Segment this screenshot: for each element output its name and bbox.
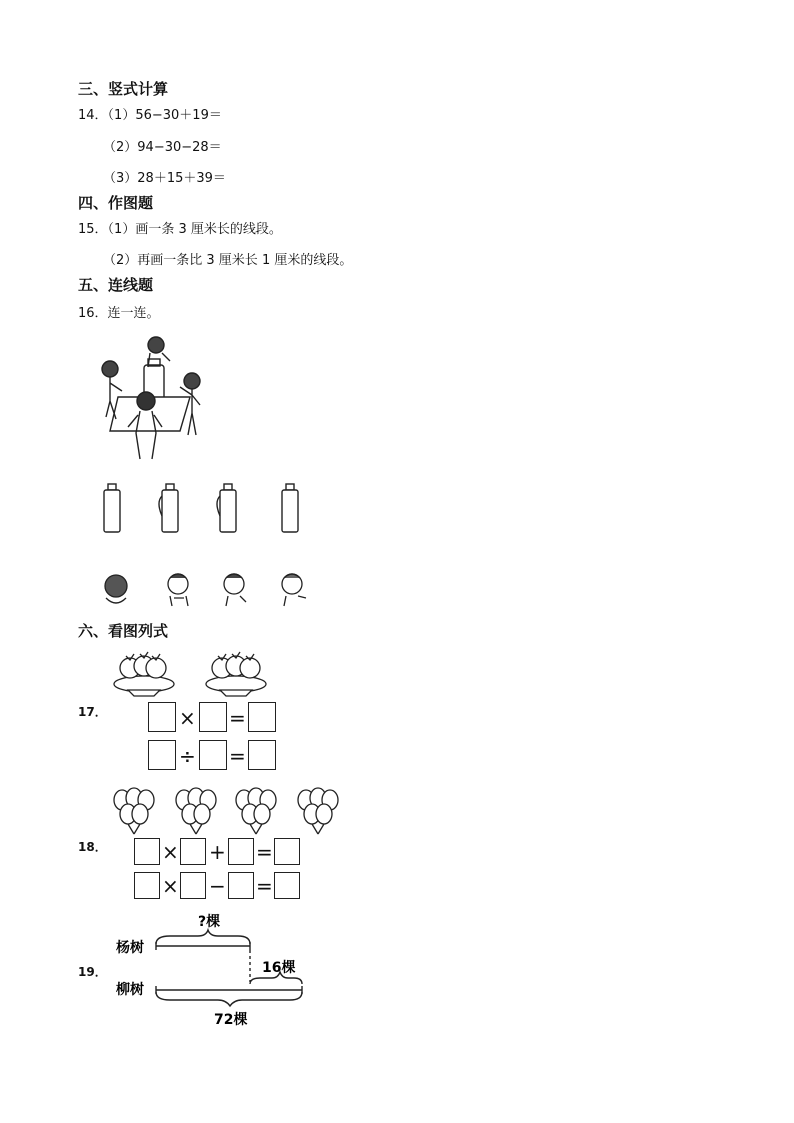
multiply-sign: ×: [162, 874, 179, 898]
divide-sign: ÷: [179, 744, 196, 768]
question-19-number: 19．: [78, 965, 107, 979]
answer-box[interactable]: [274, 872, 300, 899]
question-prompt: 连一连。: [107, 306, 160, 321]
balloon-bunches-illustration: [108, 786, 340, 836]
answer-box[interactable]: [228, 872, 254, 899]
expression-2: （2）94−30−28＝: [103, 140, 222, 155]
equals-sign: =: [256, 840, 273, 864]
answer-box[interactable]: [134, 872, 160, 899]
thermos-row: [98, 478, 318, 538]
section-heading-5: 五、连线题: [78, 276, 154, 294]
expression-1: （1）56−30＋19＝: [107, 108, 222, 123]
child-face-1: [105, 575, 127, 603]
equals-sign: =: [256, 874, 273, 898]
section-heading-6: 六、看图列式: [78, 622, 169, 640]
question-16: [78, 302, 160, 321]
tree-count-bar-diagram: [110, 912, 320, 1030]
children-around-thermos-illustration: [98, 335, 210, 465]
apple-plate-2: [206, 652, 266, 696]
willow-label: 柳树: [116, 982, 144, 998]
answer-box[interactable]: [248, 740, 276, 770]
child-face-3: [224, 574, 246, 606]
question-number: 14．: [78, 108, 108, 123]
willow-bar: [156, 986, 302, 994]
plus-sign: +: [209, 840, 226, 864]
thermos-3: [217, 484, 236, 532]
answer-box[interactable]: [134, 838, 160, 865]
balloon-bunch-1: [114, 788, 154, 834]
question-number: 15．: [78, 222, 108, 237]
question-number: 16．: [78, 306, 108, 321]
task-1: （1）画一条 3 厘米长的线段。: [107, 222, 282, 237]
thermos-4: [282, 484, 298, 532]
equals-sign: =: [229, 744, 246, 768]
answer-box[interactable]: [148, 740, 176, 770]
answer-box[interactable]: [199, 740, 227, 770]
answer-box[interactable]: [148, 702, 176, 732]
question-18-number: 18．: [78, 840, 107, 854]
multiply-sign: ×: [162, 840, 179, 864]
thermos-1: [104, 484, 120, 532]
balloon-bunch-3: [236, 788, 276, 834]
child-face-4: [282, 574, 306, 606]
minus-sign: −: [209, 874, 226, 898]
unknown-count-label: ?棵: [198, 914, 221, 930]
task-2: （2）再画一条比 3 厘米长 1 厘米的线段。: [103, 253, 353, 268]
poplar-bar: [156, 942, 250, 950]
section-heading-3: 三、竖式计算: [78, 80, 169, 98]
answer-box[interactable]: [274, 838, 300, 865]
apple-plate-1: [114, 652, 174, 696]
answer-box[interactable]: [248, 702, 276, 732]
expression-3: （3）28＋15＋39＝: [103, 171, 226, 186]
balloon-bunch-4: [298, 788, 338, 834]
total-brace: [156, 992, 302, 1006]
answer-box[interactable]: [180, 838, 206, 865]
thermos-2: [159, 484, 178, 532]
answer-box[interactable]: [228, 838, 254, 865]
section-heading-4: 四、作图题: [78, 194, 154, 212]
poplar-label: 杨树: [116, 940, 144, 956]
question-brace: [156, 930, 250, 944]
balloon-bunch-2: [176, 788, 216, 834]
question-17-number: 17．: [78, 705, 107, 719]
apple-plates-illustration: [110, 648, 280, 700]
question-15: [78, 218, 282, 237]
equals-sign: =: [229, 706, 246, 730]
total-label: 72棵: [214, 1012, 248, 1028]
answer-box[interactable]: [199, 702, 227, 732]
child-face-2: [168, 574, 188, 606]
difference-label: 16棵: [262, 960, 296, 976]
multiply-sign: ×: [179, 706, 196, 730]
question-14: [78, 104, 222, 123]
answer-box[interactable]: [180, 872, 206, 899]
children-faces-row: [100, 568, 320, 612]
